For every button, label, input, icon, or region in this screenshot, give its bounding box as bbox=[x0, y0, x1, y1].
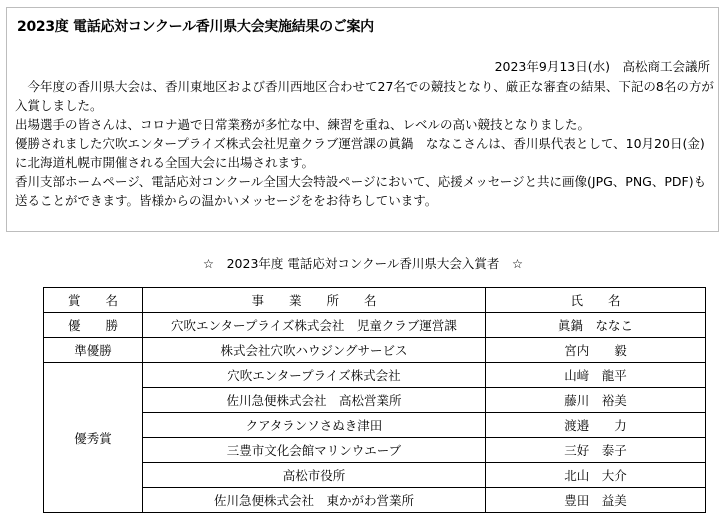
award-cell: 優秀賞 bbox=[44, 363, 143, 513]
notice-body bbox=[15, 77, 715, 210]
award-cell: 優 勝 bbox=[44, 313, 143, 338]
company-cell: 穴吹エンタープライズ株式会社 bbox=[143, 363, 486, 388]
table-row bbox=[44, 463, 706, 488]
table-row bbox=[44, 363, 706, 388]
award-cell: 準優勝 bbox=[44, 338, 143, 363]
table-row bbox=[44, 313, 706, 338]
notice-paragraph: 今年度の香川県大会は、香川東地区および香川西地区合わせて27名での競技となり、厳正な審査の結果、下記の8名の方が入賞しました。 bbox=[15, 79, 714, 113]
header-company: 事 業 所 名 bbox=[143, 288, 486, 313]
company-cell: 佐川急便株式会社 高松営業所 bbox=[143, 388, 486, 413]
name-cell: 三好 泰子 bbox=[486, 438, 706, 463]
name-cell: 北山 大介 bbox=[486, 463, 706, 488]
company-cell: 株式会社穴吹ハウジングサービス bbox=[143, 338, 486, 363]
table-row bbox=[44, 388, 706, 413]
name-cell: 宮内 毅 bbox=[486, 338, 706, 363]
name-cell: 豊田 益美 bbox=[486, 488, 706, 513]
header-name: 氏 名 bbox=[486, 288, 706, 313]
table-row bbox=[44, 413, 706, 438]
company-cell: 佐川急便株式会社 東かがわ営業所 bbox=[143, 488, 486, 513]
table-row bbox=[44, 438, 706, 463]
notice-title: 2023度 電話応対コンクール香川県大会実施結果のご案内 bbox=[17, 19, 374, 35]
name-cell: 山﨑 龍平 bbox=[486, 363, 706, 388]
notice-box bbox=[6, 7, 719, 232]
company-cell: 高松市役所 bbox=[143, 463, 486, 488]
name-cell: 渡邉 力 bbox=[486, 413, 706, 438]
notice-paragraph: 香川支部ホームページ、電話応対コンクール全国大会特設ページにおいて、応援メッセージと共に画像(JPG、PNG、PDF)も送ることができます。皆様からの温かいメッセージををお待ちしています。 bbox=[15, 174, 707, 208]
company-cell: 穴吹エンタープライズ株式会社 児童クラブ運営課 bbox=[143, 313, 486, 338]
table-row bbox=[44, 338, 706, 363]
notice-paragraph: 優勝されました穴吹エンタープライズ株式会社児童クラブ運営課の眞鍋 ななこさんは、香川県代表として、10月20日(金)に北海道札幌市開催される全国大会に出場されます。 bbox=[15, 136, 705, 170]
table-row bbox=[44, 488, 706, 513]
company-cell: 三豊市文化会館マリンウエーブ bbox=[143, 438, 486, 463]
awards-title: ☆ 2023年度 電話応対コンクール香川県大会入賞者 ☆ bbox=[202, 256, 524, 271]
awards-table bbox=[43, 287, 706, 513]
header-award: 賞 名 bbox=[44, 288, 143, 313]
company-cell: クアタランソさぬき津田 bbox=[143, 413, 486, 438]
table-header-row bbox=[44, 288, 706, 313]
name-cell: 眞鍋 ななこ bbox=[486, 313, 706, 338]
name-cell: 藤川 裕美 bbox=[486, 388, 706, 413]
notice-paragraph: 出場選手の皆さんは、コロナ過で日常業務が多忙な中、練習を重ね、レベルの高い競技となりました。 bbox=[15, 117, 591, 132]
notice-date: 2023年9月13日(水) 高松商工会議所 bbox=[494, 59, 710, 74]
